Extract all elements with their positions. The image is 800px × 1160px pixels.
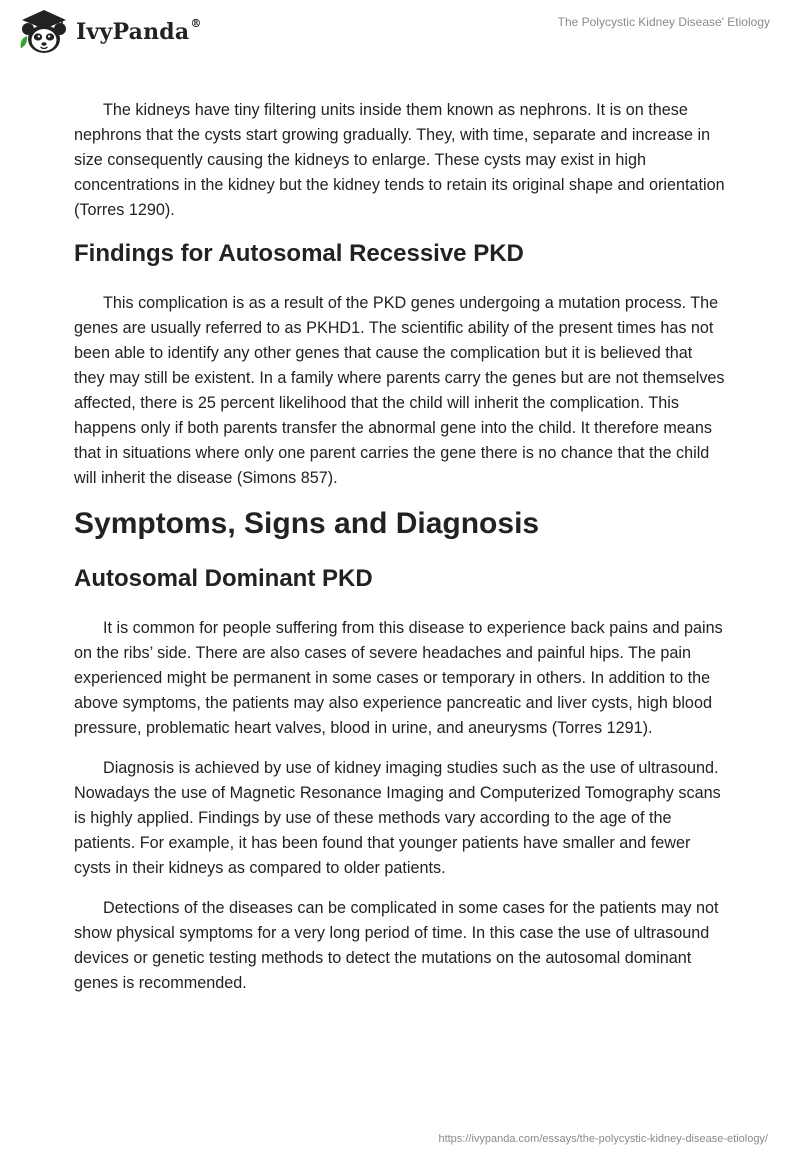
logo-wordmark: IvyPanda® [76, 16, 202, 45]
essay-content [74, 98, 726, 1011]
heading-symptoms-signs-diagnosis: Symptoms, Signs and Diagnosis [74, 507, 540, 540]
paragraph-symptoms: It is common for people suffering from this disease to experience back pains and pains on the ribs’ side. There are also cases of severe headaches and painful hips. The pain experienced might be permanent in some cases or temporary in others. In addition to the above symptoms, the patients may also experience pancreatic and liver cysts, high blood pressure, problematic heart valves, blood in urine, and aneurysms (Torres 1291). [74, 619, 723, 737]
paragraph-diagnosis: Diagnosis is achieved by use of kidney imaging studies such as the use of ultrasound. Nowadays the use of Magnetic Resonance Imaging and Computerized Tomography scans is highly applied. Findings by use of these methods vary according to the age of the patients. For example, it has been found that younger patients have smaller and fewer cysts in their kidneys as compared to older patients. [74, 759, 721, 877]
ivypanda-logo[interactable] [18, 8, 202, 56]
paragraph-detection: Detections of the diseases can be complicated in some cases for the patients may not show physical symptoms for a very long period of time. In this case the use of ultrasound devices or genetic testing methods to detect the mutations on the autosomal dominant genes is recommended. [74, 899, 719, 992]
paragraph-nephrons: The kidneys have tiny filtering units inside them known as nephrons. It is on these nephrons that the cysts start growing gradually. They, with time, separate and increase in size consequently causing the kidneys to enlarge. These cysts may exist in high concentrations in the kidney but the kidney tends to retain its original shape and orientation (Torres 1290). [74, 101, 725, 219]
paragraph-recessive-genes: This complication is as a result of the PKD genes undergoing a mutation process. The genes are usually referred to as PKHD1. The scientific ability of the present times has not been able to identify any other genes that cause the complication but it is believed that they may still be existent. In a family where parents carry the genes but are not themselves affected, there is 25 percent likelihood that the child will inherit the complication. This happens only if both parents transfer the abnormal gene into the child. It therefore means that in situations where only one parent carries the gene there is no chance that the child will inherit the disease (Simons 857). [74, 294, 725, 487]
panda-graduation-cap-icon [18, 8, 70, 56]
heading-autosomal-dominant: Autosomal Dominant PKD [74, 565, 373, 592]
document-title: The Polycystic Kidney Disease' Etiology [557, 15, 770, 29]
source-url[interactable]: https://ivypanda.com/essays/the-polycystic-kidney-disease-etiology/ [438, 1133, 768, 1145]
heading-autosomal-recessive-findings: Findings for Autosomal Recessive PKD [74, 240, 524, 267]
page-header [0, 0, 800, 64]
